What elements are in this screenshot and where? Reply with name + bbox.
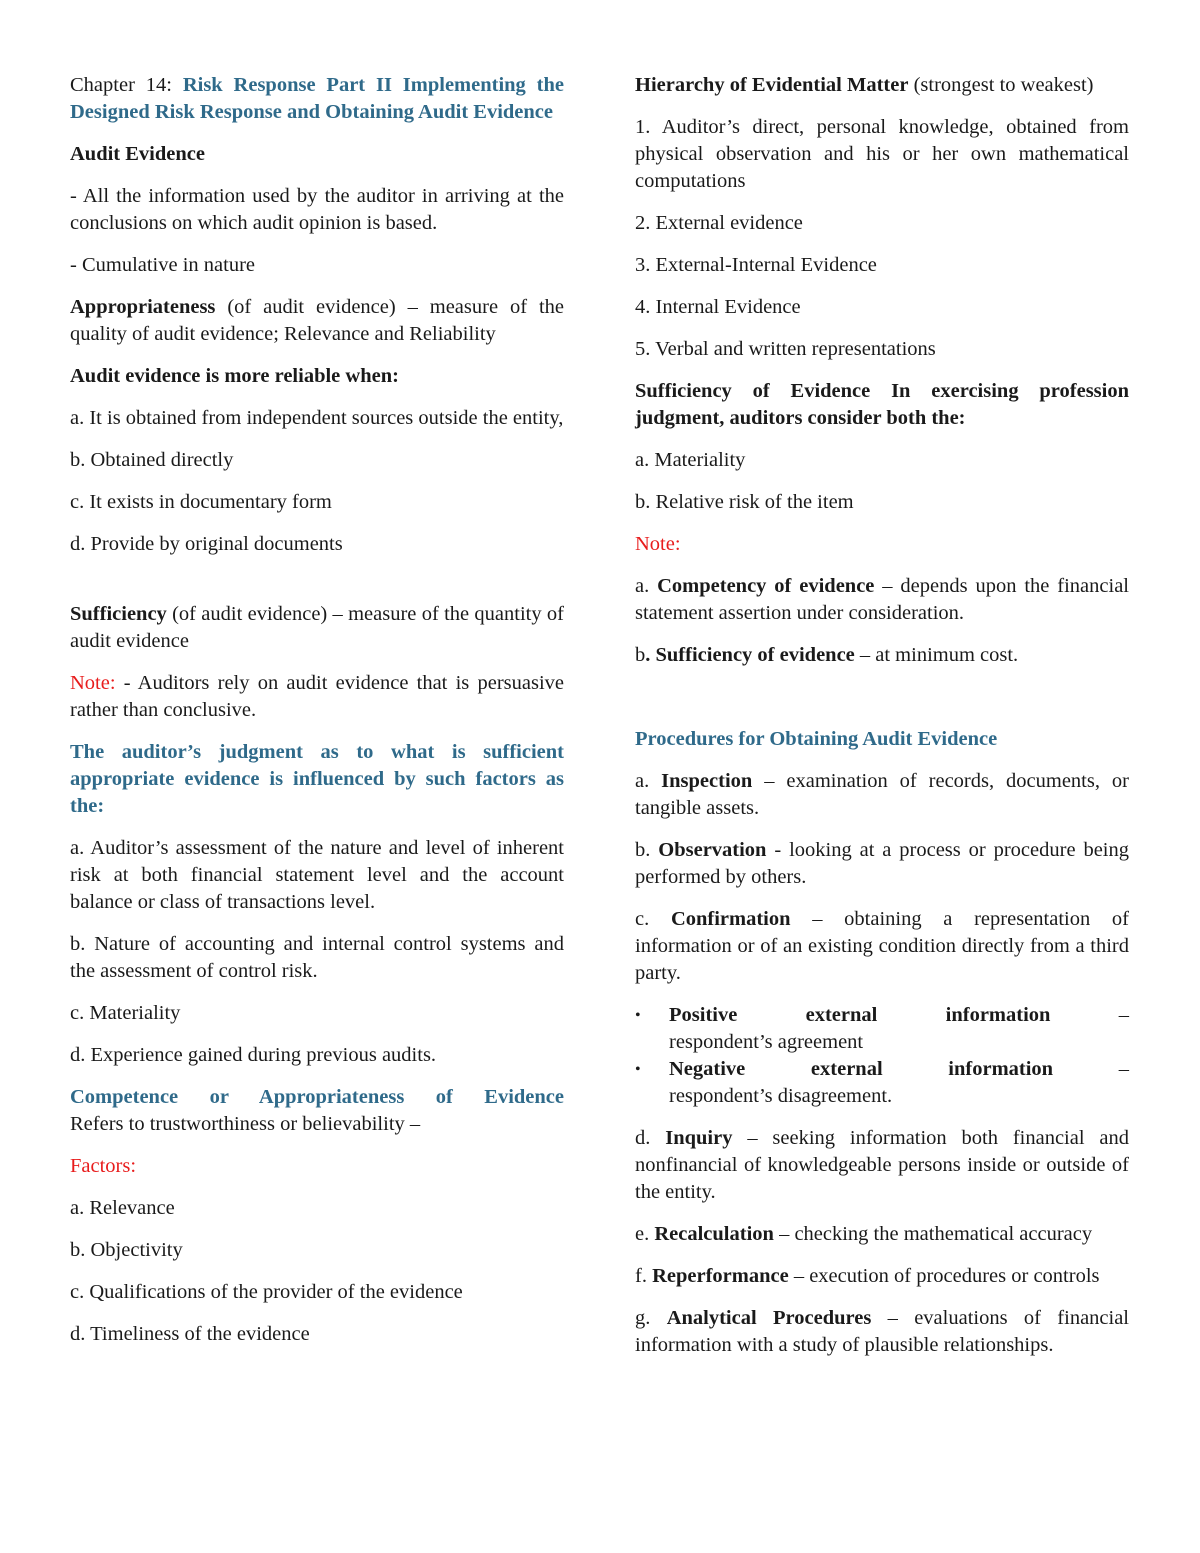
list-item: c. Qualifications of the provider of the evidence bbox=[70, 1281, 463, 1303]
bullet-icon: • bbox=[635, 1061, 641, 1078]
procedure-text: – seeking information both financial and nonfinancial of knowledgeable persons inside or outside of the entity. bbox=[635, 1127, 1129, 1203]
item-prefix: d. bbox=[635, 1127, 666, 1149]
item-prefix: f. bbox=[635, 1265, 653, 1287]
procedure-text: - looking at a process or procedure being performed by others. bbox=[635, 839, 1129, 888]
procedure-item bbox=[635, 768, 1129, 822]
competence-section bbox=[70, 1084, 564, 1138]
reliable-heading: Audit evidence is more reliable when: bbox=[70, 365, 399, 387]
list-item: c. Materiality bbox=[70, 1002, 181, 1024]
sufficiency-text: – at minimum cost. bbox=[854, 644, 1019, 666]
list-item: b. Objectivity bbox=[70, 1239, 183, 1261]
procedure-text: – execution of procedures or controls bbox=[788, 1265, 1100, 1287]
procedure-term: Inspection bbox=[661, 770, 753, 792]
note-label: Note: bbox=[70, 672, 116, 694]
chapter-title bbox=[70, 72, 564, 126]
procedure-term: Analytical Procedures bbox=[666, 1307, 872, 1329]
procedure-item bbox=[635, 906, 1129, 987]
list-item: 4. Internal Evidence bbox=[635, 296, 801, 318]
list-item: b. Nature of accounting and internal control systems and the assessment of control risk. bbox=[70, 933, 564, 982]
note-label: Note: bbox=[635, 533, 681, 555]
right-column bbox=[635, 72, 1129, 1374]
bullet-text: respondent’s agreement bbox=[669, 1031, 864, 1053]
list-item: d. Experience gained during previous audits. bbox=[70, 1044, 437, 1066]
bullet-icon: • bbox=[635, 1007, 641, 1024]
list-item: a. Auditor’s assessment of the nature and level of inherent risk at both financial statement level and the account balance or class of transactions level. bbox=[70, 837, 564, 913]
bullet-text: respondent’s disagreement. bbox=[669, 1085, 893, 1107]
procedure-term: Inquiry bbox=[665, 1127, 733, 1149]
list-item: 5. Verbal and written representations bbox=[635, 338, 936, 360]
appropriateness-text: (of audit evidence) – measure of the quality of audit evidence; Relevance and Reliability bbox=[70, 296, 564, 345]
list-item: b. Relative risk of the item bbox=[635, 491, 854, 513]
sufficiency-definition bbox=[70, 601, 564, 655]
procedure-term: Observation bbox=[658, 839, 767, 861]
list-item: d. Provide by original documents bbox=[70, 533, 343, 555]
left-column bbox=[70, 72, 564, 1363]
sufficiency-term: Sufficiency bbox=[70, 603, 167, 625]
list-item: a. Relevance bbox=[70, 1197, 175, 1219]
audit-evidence-cumulative: - Cumulative in nature bbox=[70, 254, 256, 276]
competence-text: Refers to trustworthiness or believability – bbox=[70, 1113, 421, 1135]
list-item: 2. External evidence bbox=[635, 212, 803, 234]
procedures-heading: Procedures for Obtaining Audit Evidence bbox=[635, 728, 998, 750]
list-item: d. Timeliness of the evidence bbox=[70, 1323, 310, 1345]
item-prefix: a. bbox=[635, 770, 662, 792]
note-item-competency bbox=[635, 573, 1129, 627]
spacer bbox=[635, 684, 1129, 726]
item-prefix: b bbox=[635, 644, 646, 666]
chapter-title-text: Risk Response Part II Implementing the Designed Risk Response and Obtaining Audit Evidence bbox=[70, 74, 564, 123]
competence-heading: Competence or Appropriateness of Evidence bbox=[70, 1086, 564, 1108]
list-item: b. Obtained directly bbox=[70, 449, 234, 471]
item-prefix: e. bbox=[635, 1223, 655, 1245]
procedure-item bbox=[635, 1125, 1129, 1206]
procedure-term: Reperformance bbox=[652, 1265, 789, 1287]
hierarchy-term: Hierarchy of Evidential Matter bbox=[635, 74, 909, 96]
appropriateness-term: Appropriateness bbox=[70, 296, 216, 318]
hierarchy-heading bbox=[635, 72, 1129, 99]
list-item: 3. External-Internal Evidence bbox=[635, 254, 877, 276]
procedure-term: Confirmation bbox=[670, 908, 791, 930]
chapter-prefix: Chapter 14: bbox=[70, 74, 183, 96]
procedure-text: – checking the mathematical accuracy bbox=[773, 1223, 1093, 1245]
bullet-item bbox=[635, 1056, 1129, 1110]
hierarchy-text: (strongest to weakest) bbox=[908, 74, 1094, 96]
bullet-term: Negative external information bbox=[669, 1058, 1054, 1080]
bullet-dash: – bbox=[1053, 1058, 1129, 1080]
competency-text: – depends upon the financial statement assertion under consideration. bbox=[635, 575, 1129, 624]
confirmation-bullets bbox=[635, 1002, 1129, 1110]
bullet-item bbox=[635, 1002, 1129, 1056]
procedure-text: – examination of records, documents, or tangible assets. bbox=[635, 770, 1129, 819]
note-paragraph bbox=[70, 670, 564, 724]
procedure-item bbox=[635, 1263, 1129, 1290]
item-prefix: c. bbox=[635, 908, 671, 930]
appropriateness-definition bbox=[70, 294, 564, 348]
procedure-item bbox=[635, 1221, 1129, 1248]
sufficiency-heading: Sufficiency of Evidence In exercising profession judgment, auditors consider both the: bbox=[635, 380, 1129, 429]
list-item: a. Materiality bbox=[635, 449, 746, 471]
list-item: c. It exists in documentary form bbox=[70, 491, 332, 513]
item-prefix: a. bbox=[635, 575, 658, 597]
procedure-text: – obtaining a representation of information or of an existing condition directly from a third party. bbox=[635, 908, 1129, 984]
procedure-term: Recalculation bbox=[654, 1223, 774, 1245]
bullet-dash: – bbox=[1050, 1004, 1129, 1026]
spacer bbox=[70, 573, 564, 601]
bullet-term: Positive external information bbox=[669, 1004, 1051, 1026]
note-item-sufficiency bbox=[635, 642, 1129, 669]
factors-label: Factors: bbox=[70, 1155, 137, 1177]
procedure-text: – evaluations of financial information with a study of plausible relationships. bbox=[635, 1307, 1130, 1356]
bullet-term-line bbox=[669, 1002, 1129, 1029]
item-prefix: g. bbox=[635, 1307, 667, 1329]
procedure-item bbox=[635, 837, 1129, 891]
judgment-heading: The auditor’s judgment as to what is sufficient appropriate evidence is influenced by such factors as the: bbox=[70, 741, 564, 817]
list-item: 1. Auditor’s direct, personal knowledge, obtained from physical observation and his or her own mathematical computations bbox=[635, 116, 1129, 192]
list-item: a. It is obtained from independent sources outside the entity, bbox=[70, 407, 564, 429]
note-text: - Auditors rely on audit evidence that is persuasive rather than conclusive. bbox=[70, 672, 564, 721]
competency-term: Competency of evidence bbox=[657, 575, 875, 597]
item-prefix: b. bbox=[635, 839, 659, 861]
audit-evidence-heading: Audit Evidence bbox=[70, 143, 205, 165]
sufficiency-term: . Sufficiency of evidence bbox=[645, 644, 855, 666]
procedure-item bbox=[635, 1305, 1129, 1359]
audit-evidence-definition: - All the information used by the auditor in arriving at the conclusions on which audit opinion is based. bbox=[70, 185, 564, 234]
sufficiency-text: (of audit evidence) – measure of the quantity of audit evidence bbox=[70, 603, 564, 652]
bullet-term-line bbox=[669, 1056, 1129, 1083]
